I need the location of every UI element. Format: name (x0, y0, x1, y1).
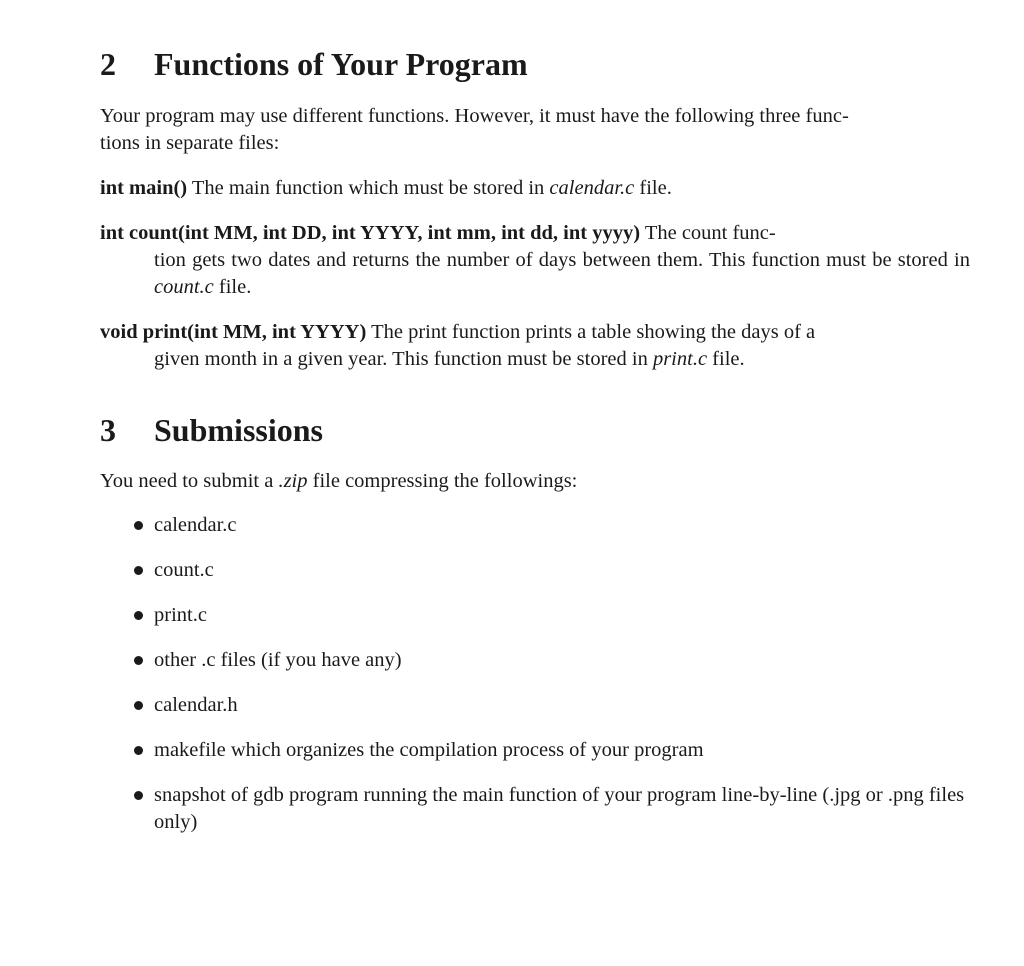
section-3-intro-text-after: file compressing the followings: (307, 470, 578, 492)
function-print-text-after: file. (707, 348, 745, 370)
list-item (134, 602, 970, 629)
function-count-text: tion gets two dates and returns the number of days between them. This function must be stored in (154, 249, 970, 271)
bullet-icon (134, 521, 143, 530)
function-count-signature: int count(int MM, int DD, int YYYY, int mm, int dd, int yyyy) (100, 222, 641, 244)
section-3-intro-ext: .zip (278, 470, 308, 492)
bullet-icon (134, 701, 143, 710)
function-print-text: given month in a given year. This function must be stored in (154, 348, 653, 370)
section-2-intro (100, 103, 970, 157)
section-2-heading (100, 46, 528, 82)
list-item (134, 692, 970, 719)
function-print-description (100, 319, 970, 373)
function-main-text: The main function which must be stored in (187, 177, 550, 199)
function-main-signature: int main() (100, 177, 188, 199)
bullet-icon (134, 656, 143, 665)
bullet-icon (134, 791, 143, 800)
function-print-text-first: The print function prints a table showing the days of a (366, 321, 816, 343)
list-item-text: count.c (154, 559, 214, 581)
section-2-intro-line1: Your program may use different functions. However, it must have the following three func- (100, 105, 849, 127)
function-count-description (100, 220, 970, 301)
function-count-text-first: The count func- (640, 222, 776, 244)
section-2-intro-line2: tions in separate files: (100, 132, 280, 154)
function-main-filename: calendar.c (549, 177, 635, 199)
function-main-text-after: file. (634, 177, 672, 199)
list-item-text: calendar.h (154, 694, 238, 716)
list-item (134, 647, 970, 674)
list-item (134, 782, 970, 836)
section-2-number: 2 (100, 46, 116, 82)
bullet-icon (134, 746, 143, 755)
submission-list (134, 512, 970, 854)
section-3-number: 3 (100, 412, 116, 448)
function-count-text-after: file. (213, 276, 252, 298)
list-item-text: calendar.c (154, 514, 237, 536)
function-count-filename: count.c (154, 276, 214, 298)
list-item (134, 557, 970, 584)
list-item (134, 737, 970, 764)
list-item (134, 512, 970, 539)
list-item-text: makefile which organizes the compilation process of your program (154, 739, 704, 761)
bullet-icon (134, 611, 143, 620)
list-item-text: snapshot of gdb program running the main function of your program line-by-line (.jpg or .png files only) (154, 784, 965, 833)
bullet-icon (134, 566, 143, 575)
section-3-title: Submissions (154, 412, 323, 448)
function-print-filename: print.c (652, 348, 708, 370)
list-item-text: other .c files (if you have any) (154, 649, 402, 671)
section-3-intro (100, 468, 970, 495)
function-main-description (100, 175, 970, 202)
function-print-signature: void print(int MM, int YYYY) (100, 321, 367, 343)
section-2-title: Functions of Your Program (154, 46, 528, 82)
section-3-heading (100, 412, 323, 448)
section-3-intro-text: You need to submit a (100, 470, 279, 492)
list-item-text: print.c (154, 604, 207, 626)
